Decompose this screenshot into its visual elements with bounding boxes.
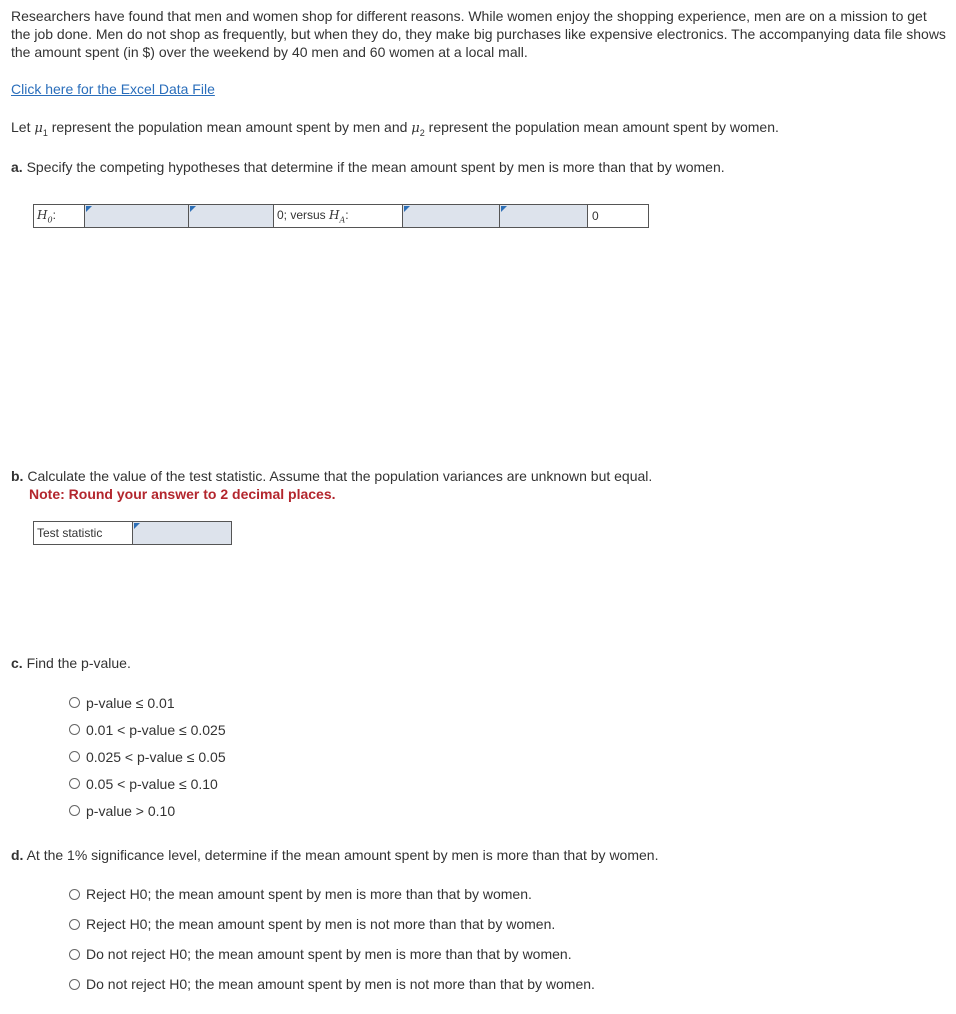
part-a-prompt: a. Specify the competing hypotheses that determine if the mean amount spent by men is more than that by women.	[11, 159, 725, 175]
problem-intro: Researchers have found that men and women shop for different reasons. While women enjoy the shopping experience, men are on a mission to get the job done. Men do not shop as frequently, but when they do, they make big purchases like expensive electronics. The accompanying data file shows the amount spent (in $) over the weekend by 40 men and 60 women at a local mall.	[11, 8, 946, 60]
ha-left-select[interactable]	[403, 205, 500, 228]
h0-operator-select[interactable]	[189, 205, 274, 228]
decision-option[interactable]: Do not reject H0; the mean amount spent by men is more than that by women.	[69, 939, 595, 969]
decision-options	[69, 879, 595, 999]
test-statistic-table	[33, 521, 232, 545]
radio-button[interactable]	[69, 697, 80, 708]
hypotheses-table	[33, 204, 649, 228]
p-value-option[interactable]: 0.05 < p-value ≤ 0.10	[69, 770, 226, 797]
radio-button[interactable]	[69, 778, 80, 789]
test-statistic-input[interactable]	[133, 522, 232, 545]
radio-button[interactable]	[69, 919, 80, 930]
ha-operator-select[interactable]	[500, 205, 588, 228]
mu-definition: Let $\mu_1$ represent the population mean amount spent by men and $\mu_2$ represent the population mean amount spent by women.	[11, 119, 779, 138]
part-d-prompt: d. At the 1% significance level, determine if the mean amount spent by men is more than that by women.	[11, 847, 659, 863]
radio-button[interactable]	[69, 889, 80, 900]
radio-button[interactable]	[69, 949, 80, 960]
part-b-prompt: b. Calculate the value of the test statistic. Assume that the population variances are unknown but equal.	[11, 468, 653, 484]
p-value-option[interactable]: 0.025 < p-value ≤ 0.05	[69, 743, 226, 770]
decision-option[interactable]: Do not reject H0; the mean amount spent by men is not more than that by women.	[69, 969, 595, 999]
h0-left-select[interactable]	[85, 205, 189, 228]
decision-option[interactable]: Reject H0; the mean amount spent by men is more than that by women.	[69, 879, 595, 909]
rounding-note: Note: Round your answer to 2 decimal places.	[29, 486, 336, 502]
test-statistic-label: Test statistic	[34, 522, 133, 545]
radio-button[interactable]	[69, 751, 80, 762]
p-value-option[interactable]: p-value > 0.10	[69, 797, 226, 824]
p-value-options	[69, 689, 226, 824]
radio-button[interactable]	[69, 724, 80, 735]
ha-right-value: 0	[588, 205, 649, 228]
part-c-prompt: c. Find the p-value.	[11, 655, 131, 671]
p-value-option[interactable]: 0.01 < p-value ≤ 0.025	[69, 716, 226, 743]
decision-option[interactable]: Reject H0; the mean amount spent by men is not more than that by women.	[69, 909, 595, 939]
radio-button[interactable]	[69, 805, 80, 816]
radio-button[interactable]	[69, 979, 80, 990]
h0-label: $H_0$:	[34, 205, 85, 228]
excel-data-link[interactable]: Click here for the Excel Data File	[11, 81, 215, 97]
versus-label: 0; versus $H_A$:	[274, 205, 403, 228]
p-value-option[interactable]: p-value ≤ 0.01	[69, 689, 226, 716]
